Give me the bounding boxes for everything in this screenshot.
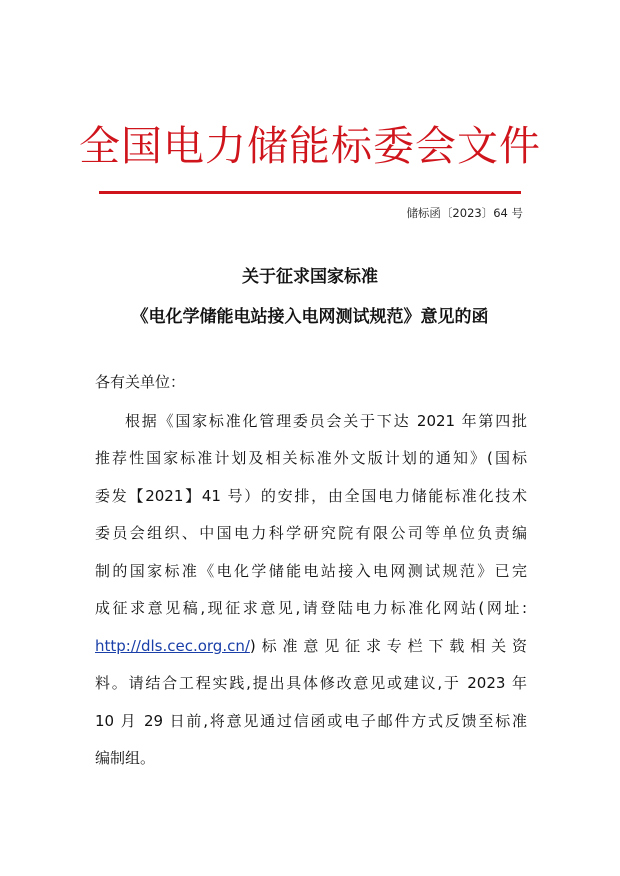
body-line-7-tail: )标准意见征求专栏下载相关资 bbox=[249, 637, 527, 655]
salutation: 各有关单位： bbox=[95, 373, 186, 391]
body-line-2: 推荐性国家标准计划及相关标准外文版计划的通知》(国标 bbox=[95, 449, 527, 467]
letter-title-line-2: 《电化学储能电站接入电网测试规范》意见的函 bbox=[131, 307, 489, 327]
body-line-10: 编制组。 bbox=[95, 749, 156, 767]
standard-website-link[interactable]: http://dls.cec.org.cn/ bbox=[95, 637, 250, 655]
body-line-1: 根据《国家标准化管理委员会关于下达 2021 年第四批 bbox=[125, 412, 527, 430]
body-line-7 bbox=[95, 635, 527, 656]
masthead-title: 全国电力储能标委会文件 bbox=[79, 122, 541, 170]
body-line-4: 委员会组织、中国电力科学研究院有限公司等单位负责编 bbox=[95, 524, 527, 542]
body-line-6: 成征求意见稿,现征求意见,请登陆电力标准化网站(网址: bbox=[95, 599, 527, 617]
body-line-5: 制的国家标准《电化学储能电站接入电网测试规范》已完 bbox=[95, 562, 527, 580]
body-line-9: 10 月 29 日前,将意见通过信函或电子邮件方式反馈至标准 bbox=[95, 712, 527, 730]
body-line-3: 委发【2021】41 号）的安排，由全国电力储能标准化技术 bbox=[95, 487, 527, 505]
document-number: 储标函〔2023〕64 号 bbox=[406, 206, 523, 220]
letter-title-line-1: 关于征求国家标准 bbox=[242, 267, 378, 287]
red-divider-rule bbox=[99, 191, 521, 194]
body-line-8: 料。请结合工程实践,提出具体修改意见或建议,于 2023 年 bbox=[95, 674, 527, 692]
